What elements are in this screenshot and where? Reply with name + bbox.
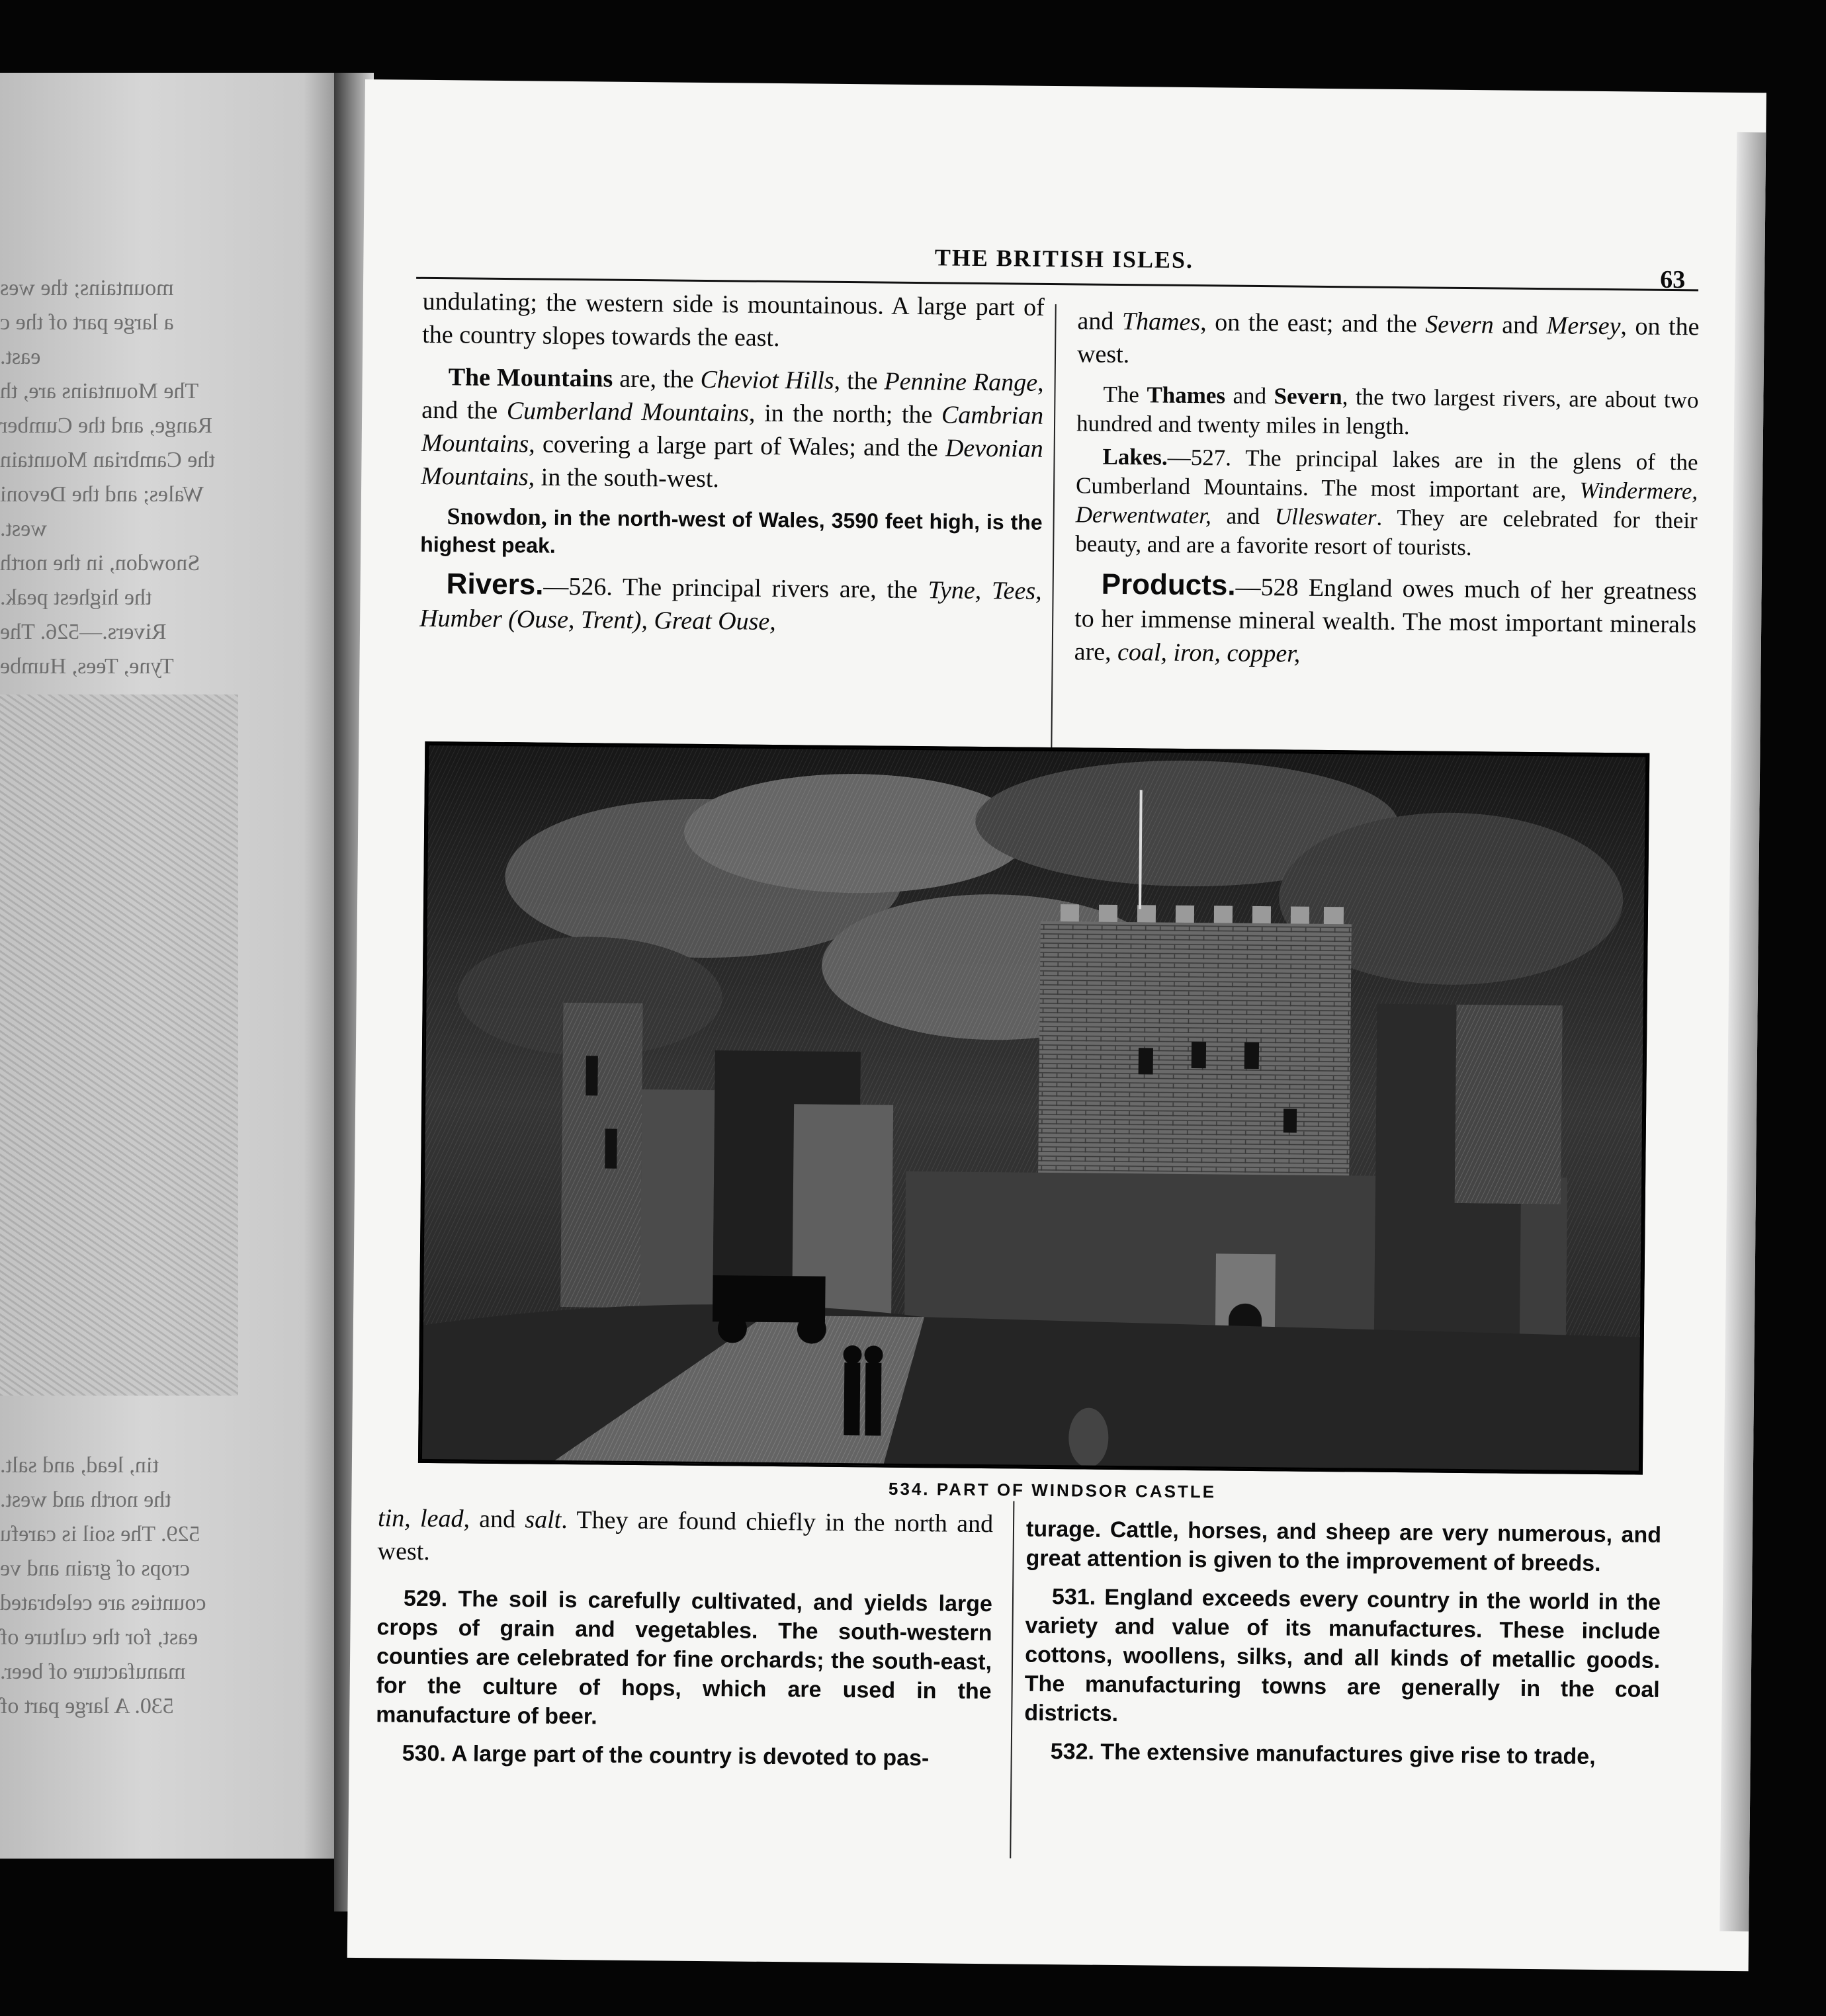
facing-page-line: east. bbox=[0, 345, 41, 369]
paragraph-530: 530. A large part of the country is devoted to pas- bbox=[402, 1740, 930, 1771]
lower-left-column bbox=[375, 1501, 993, 1783]
figure-caption: 534. PART OF WINDSOR CASTLE bbox=[888, 1478, 1217, 1502]
facing-page-line: east, for the culture of bbox=[0, 1625, 198, 1650]
column-divider-upper bbox=[1051, 304, 1057, 761]
engraving-artwork bbox=[420, 743, 1647, 1473]
facing-page-line: Tyne, Tees, Humbe bbox=[0, 654, 174, 679]
paragraph-snowdon: Snowdon, in the north-west of Wales, 3590 feet high, is the highest peak. bbox=[420, 503, 1043, 558]
products-heading: Products. bbox=[1101, 567, 1236, 602]
column-divider-lower bbox=[1010, 1501, 1014, 1859]
facing-page-line: The Mountains are, th bbox=[0, 379, 199, 403]
facing-page-illustration bbox=[0, 694, 238, 1396]
paragraph-rivers: Rivers.—526. The principal rivers are, the Tyne, Tees, Humber (Ouse, Trent), Great Ouse, bbox=[419, 567, 1042, 636]
lower-right-column bbox=[1023, 1515, 1661, 1781]
mountains-heading: The Mountains bbox=[448, 363, 613, 393]
upper-left-column bbox=[419, 285, 1045, 650]
facing-page-line: 529. The soil is carefu bbox=[0, 1522, 200, 1546]
facing-page-line: the highest peak. bbox=[0, 585, 152, 610]
lakes-heading: Lakes. bbox=[1102, 443, 1168, 470]
facing-page-line: tin, lead, and salt. bbox=[0, 1453, 159, 1478]
facing-page-line: the north and west. bbox=[0, 1488, 171, 1512]
upper-right-column bbox=[1074, 304, 1699, 683]
facing-page-line: crops of grain and ve bbox=[0, 1556, 191, 1581]
facing-page-line: Rivers.—526. The bbox=[0, 620, 167, 644]
book-page bbox=[347, 79, 1766, 1971]
paragraph-minerals: tin, lead, and salt. They are found chiefly in the north and west. bbox=[377, 1504, 994, 1566]
facing-page-line: Snowdon, in the north bbox=[0, 551, 200, 575]
facing-page-line: a large part of the c bbox=[0, 310, 174, 335]
rivers-heading: Rivers. bbox=[446, 567, 544, 601]
paragraph-mountains: The Mountains are, the Cheviot Hills, the Pennine Range, and the Cumberland Mountains, in the north; the Cambrian Mountains, covering a large part of Wales; and the Devonian Mountains, in the south-west. bbox=[421, 363, 1044, 493]
paragraph-lakes: Lakes.—527. The principal lakes are in the glens of the Cumberland Mountains. The most important are, Windermere, Derwentwater, and Ulleswater. They are celebrated for their beauty, and are a favorite resort of tourists. bbox=[1075, 443, 1698, 561]
facing-page-line: mountains; the wes bbox=[0, 276, 174, 300]
page-number: 63 bbox=[1659, 265, 1686, 294]
paragraph-largest-rivers: The Thames and Severn, the two largest rivers, are about two hundred and twenty miles in length. bbox=[1076, 381, 1699, 440]
running-head: THE BRITISH ISLES. bbox=[934, 244, 1194, 274]
facing-page bbox=[0, 73, 357, 1859]
facing-page-line: the Cambrian Mountain bbox=[0, 448, 215, 472]
paragraph-529: 529. The soil is carefully cultivated, and yields large crops of grain and vegetables. The south-western counties are celebrated for fine orchards; the south-east, for the culture of hops, which are used in the manufacture of beer. bbox=[376, 1585, 993, 1730]
paragraph-undulating: undulating; the western side is mountainous. A large part of the country slopes towards the east. bbox=[422, 287, 1045, 353]
facing-page-line: west. bbox=[0, 517, 47, 541]
paragraph-products: Products.—528 England owes much of her greatness to her immense mineral wealth. The most important minerals are, coal, iron, copper, bbox=[1074, 567, 1697, 668]
facing-page-line: 530. A large part of bbox=[0, 1694, 174, 1718]
paragraph-pasturage: turage. Cattle, horses, and sheep are very numerous, and great attention is given to the improvement of breeds. bbox=[1025, 1516, 1662, 1577]
facing-page-line: Range, and the Cumber bbox=[0, 413, 213, 438]
paragraph-532: 532. The extensive manufactures give rise to trade, bbox=[1050, 1739, 1596, 1769]
paragraph-thames: and Thames, on the east; and the Severn and Mersey, on the west. bbox=[1076, 307, 1700, 369]
facing-page-line: Wales; and the Devoni bbox=[0, 482, 204, 507]
facing-page-line: counties are celebrated bbox=[0, 1591, 206, 1615]
facing-page-line: manufacture of beer. bbox=[0, 1659, 186, 1684]
flagpole bbox=[1140, 790, 1141, 909]
windsor-castle-engraving bbox=[418, 741, 1649, 1475]
paragraph-531: 531. England exceeds every country in the world in the variety and value of its manufactures. These include cottons, woollens, silks, and all kinds of metallic goods. The manufacturing towns are generally in the coal districts. bbox=[1024, 1584, 1661, 1727]
